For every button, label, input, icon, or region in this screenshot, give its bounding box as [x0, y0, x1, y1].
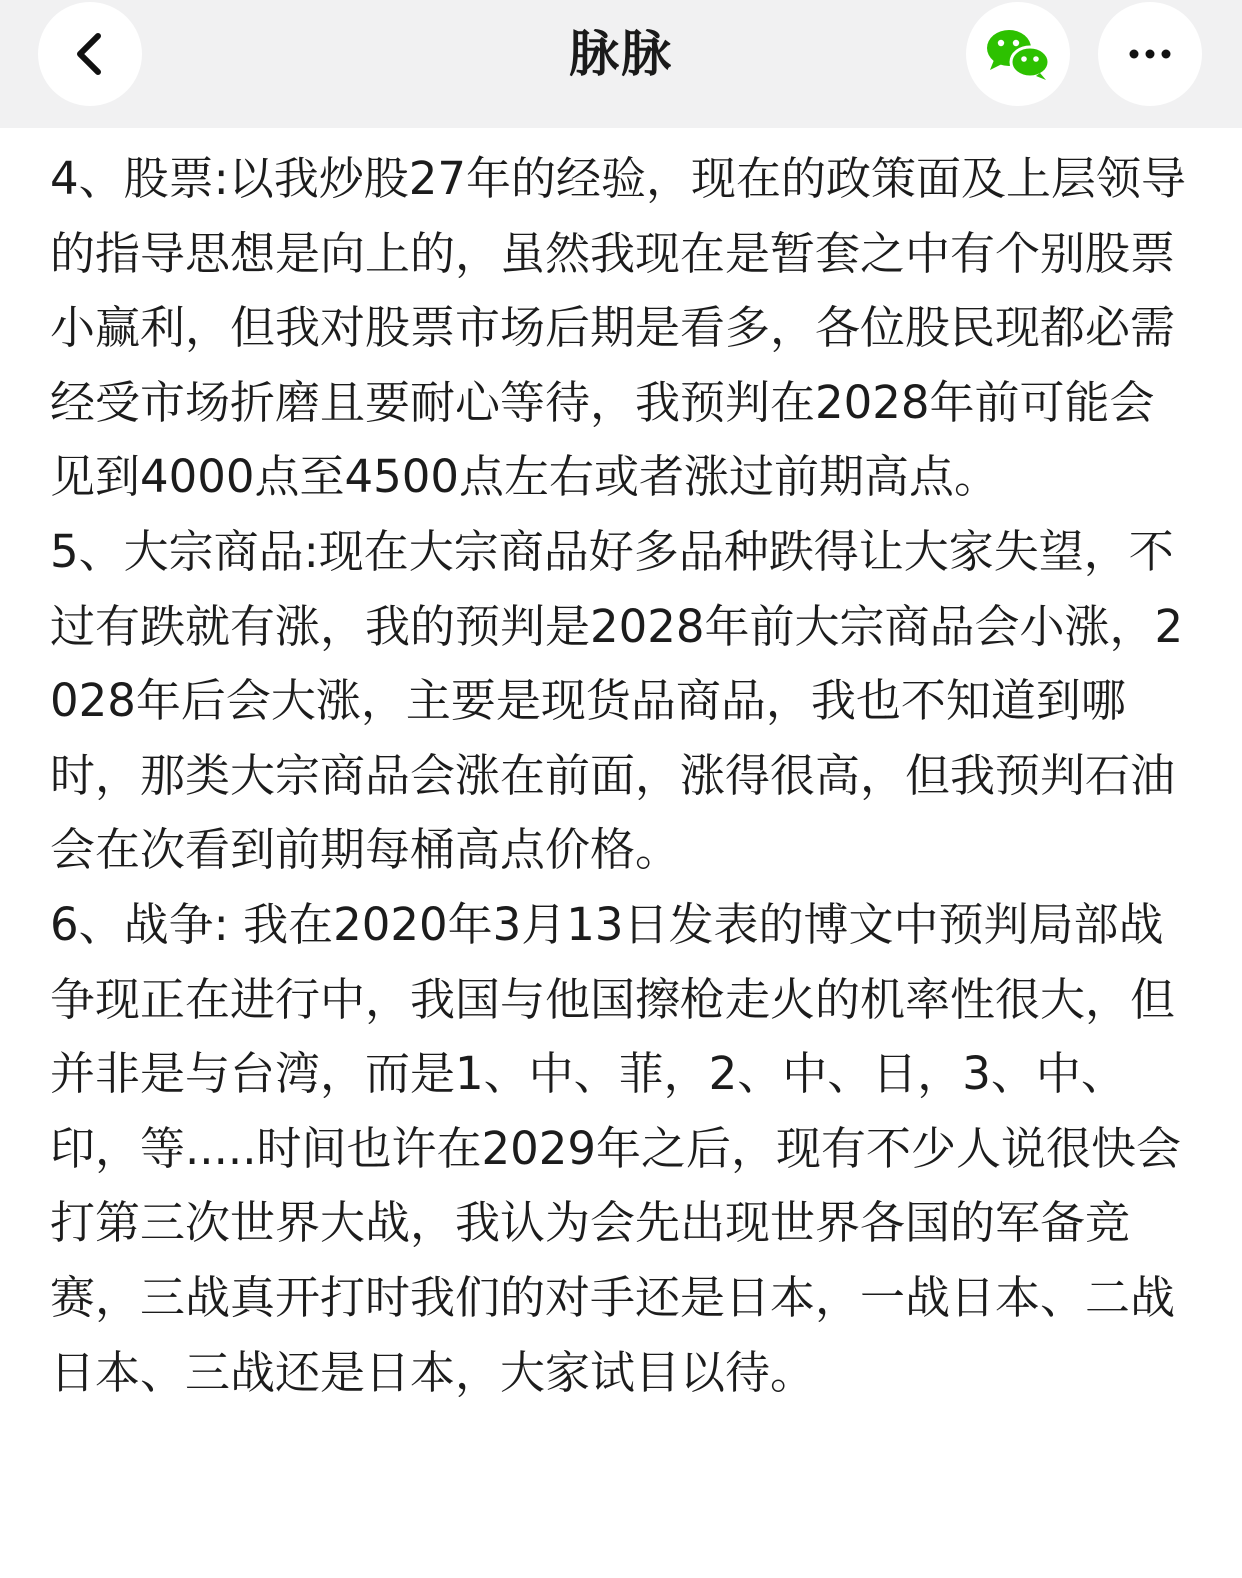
more-dots-icon	[1128, 48, 1172, 60]
paragraph-stocks: 4、股票:以我炒股27年的经验，现在的政策面及上层领导的指导思想是向上的，虽然我现在是暂套之中有个别股票小赢利，但我对股票市场后期是看多，各位股民现都必需经受市场折磨且要耐心等待，我预判在2028年前可能会见到4000点至4500点左右或者涨过前期高点。	[50, 152, 1187, 504]
wechat-icon	[984, 26, 1052, 82]
paragraph-commodities: 5、大宗商品:现在大宗商品好多品种跌得让大家失望，不过有跌就有涨，我的预判是2028年前大宗商品会小涨，2028年后会大涨，主要是现货品商品，我也不知道到哪时，那类大宗商品会涨在前面，涨得很高，但我预判石油会在次看到前期每桶高点价格。	[50, 524, 1184, 877]
wechat-share-button[interactable]	[966, 2, 1070, 106]
page-title: 脉脉	[569, 25, 673, 83]
paragraph-war: 6、战争: 我在2020年3月13日发表的博文中预判局部战争现正在进行中，我国与他国擦枪走火的机率性很大，但并非是与台湾，而是1、中、菲，2、中、日，3、中、印，等.....时间也许在2029年之后，现有不少人说很快会打第三次世界大战，我认为会先出现世界各国的军备竞赛，三战真开打时我们的对手还是日本，一战日本、二战日本、三战还是日本，大家试目以待。	[50, 897, 1182, 1399]
top-nav-bar	[0, 0, 1242, 128]
article-body	[50, 142, 1190, 1410]
more-button[interactable]	[1098, 2, 1202, 106]
